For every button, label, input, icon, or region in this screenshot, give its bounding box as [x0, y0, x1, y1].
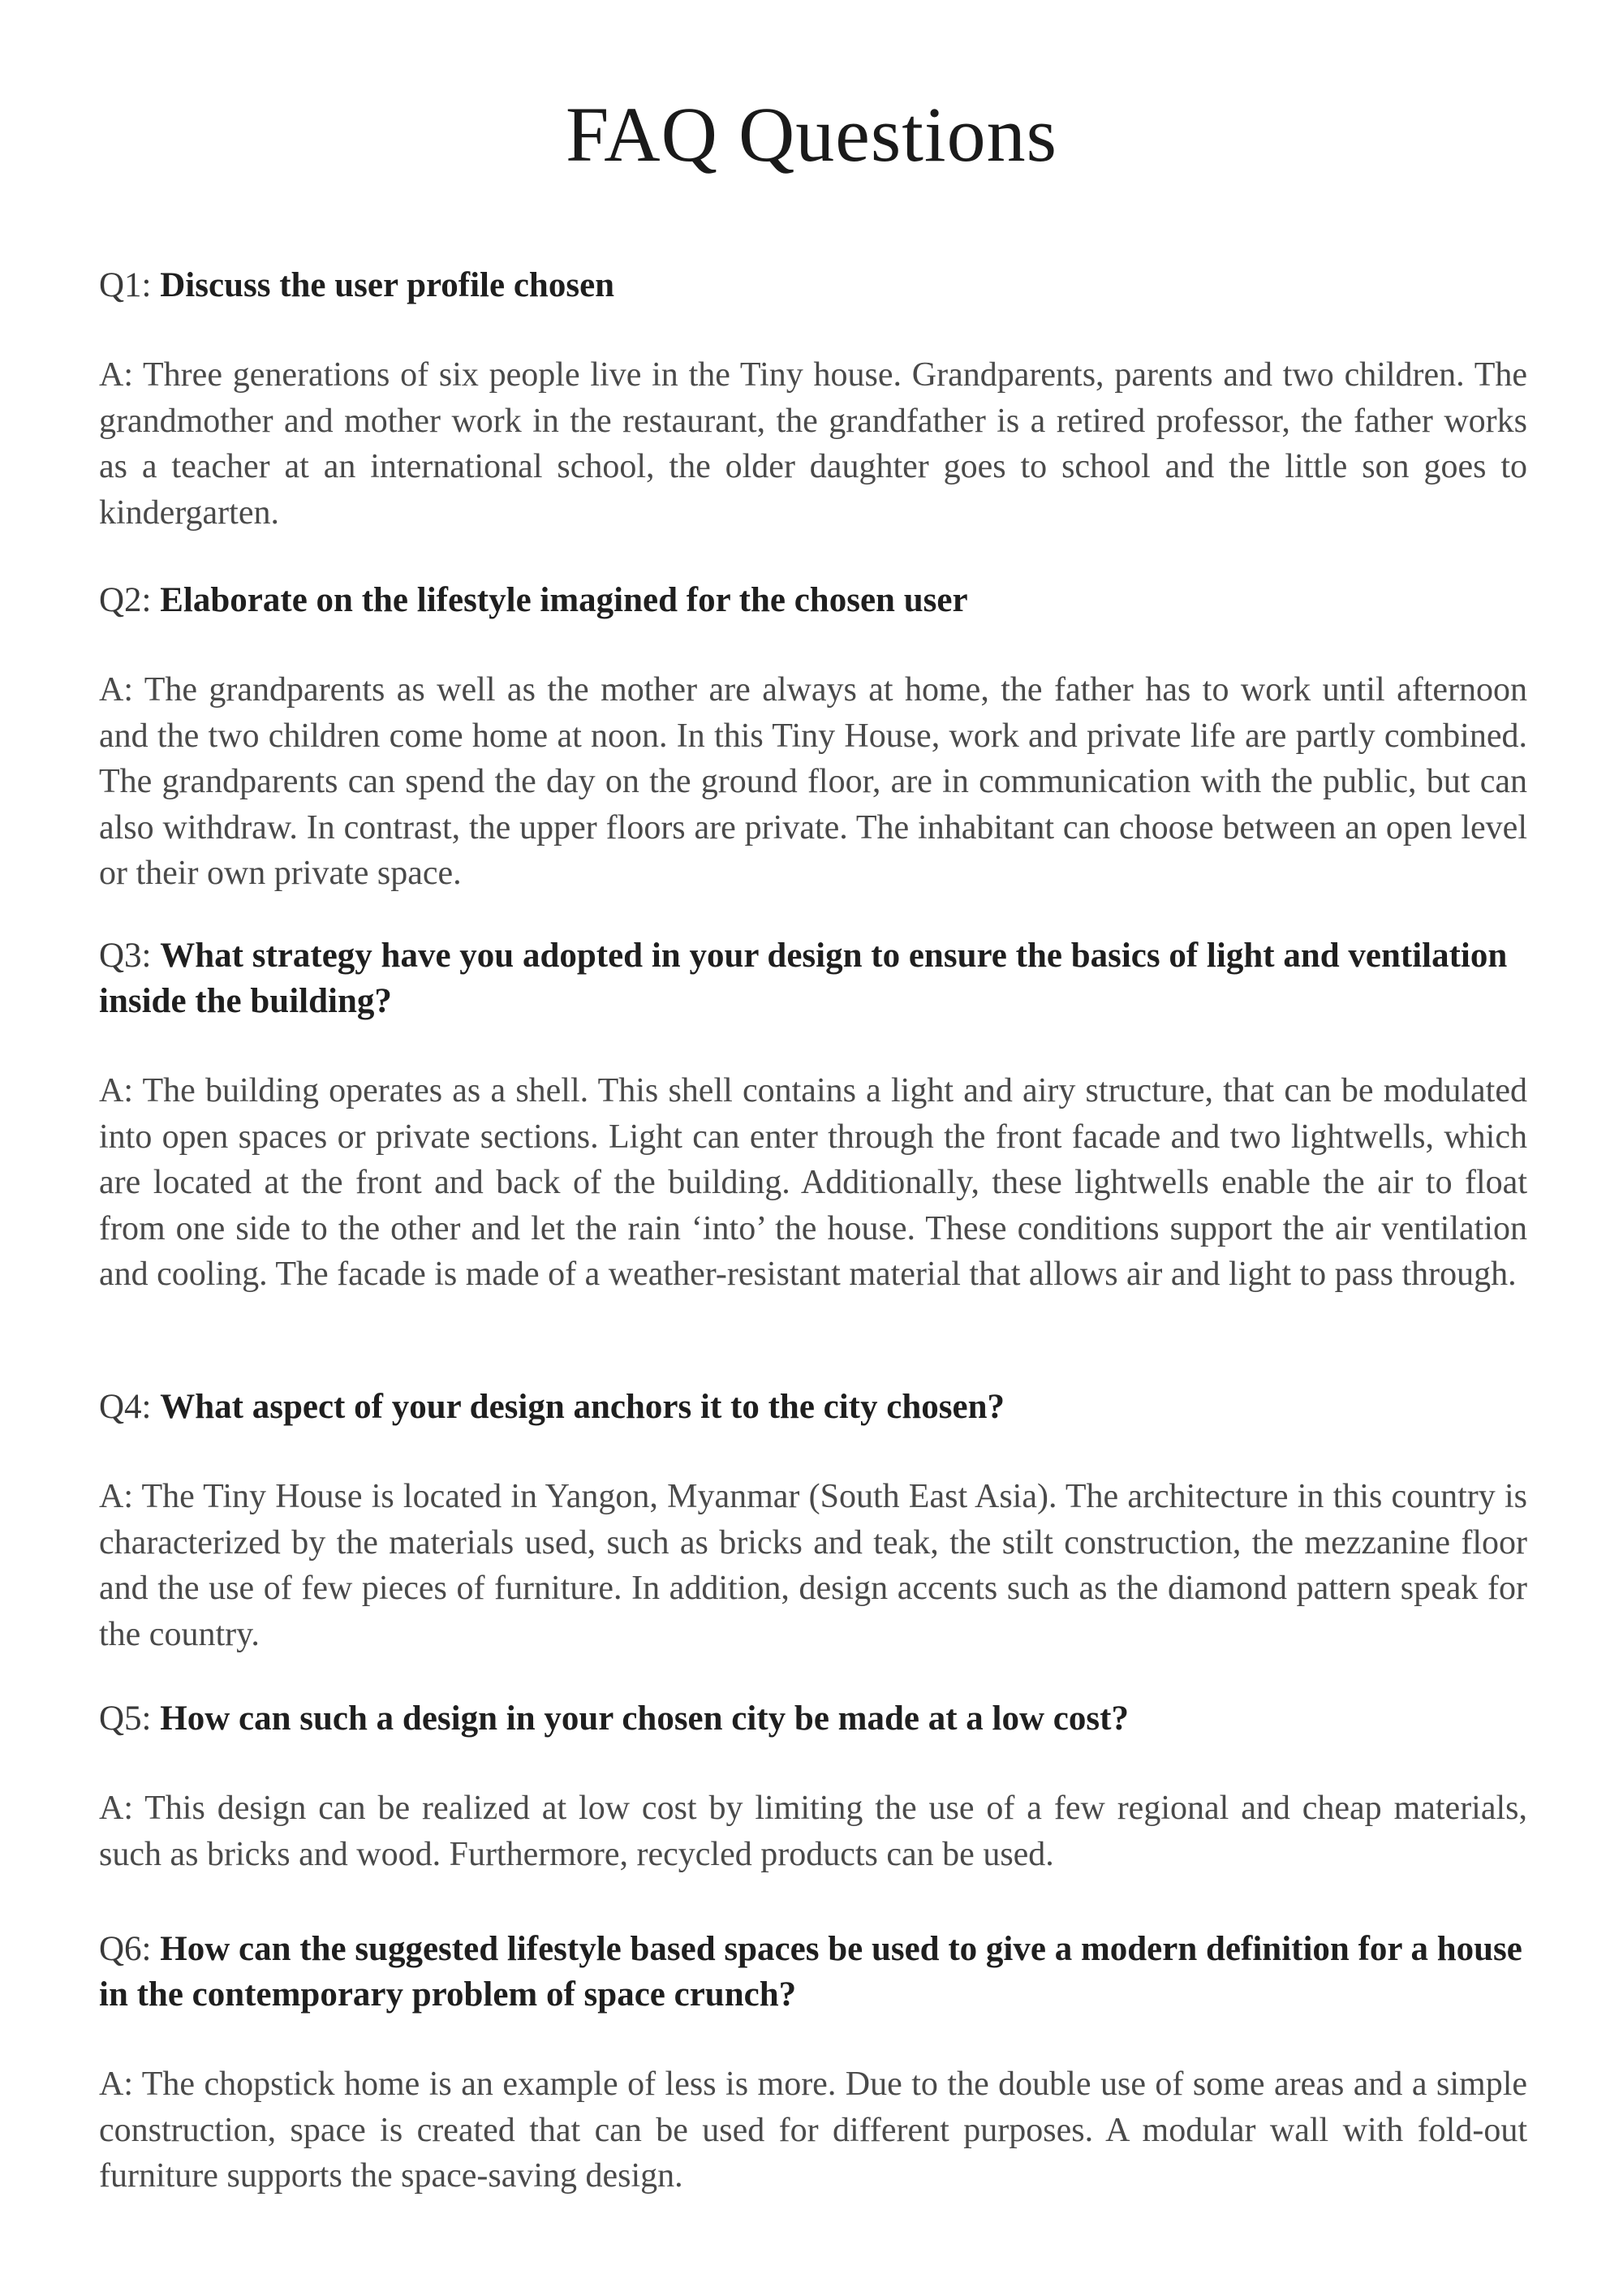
answer-label: A: — [99, 2066, 133, 2103]
question-text: Discuss the user profile chosen — [160, 266, 615, 304]
answer-label: A: — [99, 1790, 133, 1827]
answer — [99, 1474, 1527, 1657]
faq-item-2 — [99, 578, 1527, 897]
question-text: What strategy have you adopted in your design to ensure the basics of light and ventilation inside the building? — [99, 937, 1508, 1020]
question — [99, 263, 1527, 308]
answer — [99, 2061, 1527, 2199]
answer-text: The grandparents as well as the mother are always at home, the father has to work until afternoon and the two children come home at noon. In this Tiny House, work and private life are partly combined. The grandparents can spend the day on the ground floor, are in communication with the public, but can also withdraw. In contrast, the upper floors are private. The inhabitant can choose between an open level or their own private space. — [99, 671, 1527, 892]
answer — [99, 352, 1527, 536]
question-text: Elaborate on the lifestyle imagined for the chosen user — [160, 581, 968, 619]
question-label: Q2: — [99, 581, 152, 619]
answer-text: The building operates as a shell. This shell contains a light and airy structure, that can be modulated into open spaces or private sections. Light can enter through the front facade and two lightwells, which are located at the front and back of the building. Additionally, these lightwells enable the air to float from one side to the other and let the rain ‘into’ the house. These conditions support the air ventilation and cooling. The facade is made of a weather-resistant material that allows air and light to pass through. — [99, 1072, 1527, 1293]
question — [99, 578, 1527, 623]
answer — [99, 667, 1527, 897]
answer-text: Three generations of six people live in the Tiny house. Grandparents, parents and two children. The grandmother and mother work in the restaurant, the grandfather is a retired professor, the father works as a teacher at an international school, the older daughter goes to school and the little son goes to kindergarten. — [99, 356, 1527, 532]
answer — [99, 1786, 1527, 1877]
question-text: How can the suggested lifestyle based spaces be used to give a modern definition for a house in the contemporary problem of space crunch? — [99, 1930, 1522, 2014]
question-label: Q1: — [99, 266, 152, 304]
answer-text: The Tiny House is located in Yangon, Myanmar (South East Asia). The architecture in this country is characterized by the materials used, such as bricks and teak, the stilt construction, the mezzanine floor and the use of few pieces of furniture. In addition, design accents such as the diamond pattern speak for the country. — [99, 1478, 1527, 1653]
question-label: Q5: — [99, 1699, 152, 1738]
question-text: What aspect of your design anchors it to the city chosen? — [160, 1388, 1005, 1426]
faq-item-6 — [99, 1927, 1527, 2199]
answer-label: A: — [99, 1072, 133, 1109]
answer-text: The chopstick home is an example of less is more. Due to the double use of some areas and a simple construction, space is created that can be used for different purposes. A modular wall with fold-out furniture supports the space-saving design. — [99, 2066, 1527, 2195]
question — [99, 1696, 1527, 1742]
answer — [99, 1068, 1527, 1298]
answer-text: This design can be realized at low cost by limiting the use of a few regional and cheap materials, such as bricks and wood. Furthermore, recycled products can be used. — [99, 1790, 1528, 1873]
faq-item-4 — [99, 1385, 1527, 1657]
question-label: Q6: — [99, 1930, 152, 1968]
question — [99, 933, 1527, 1024]
faq-item-3 — [99, 933, 1527, 1298]
answer-label: A: — [99, 356, 133, 394]
answer-label: A: — [99, 1478, 133, 1515]
faq-item-5 — [99, 1696, 1527, 1877]
question-text: How can such a design in your chosen city be made at a low cost? — [160, 1699, 1129, 1738]
question-label: Q4: — [99, 1388, 152, 1426]
question — [99, 1927, 1527, 2018]
question — [99, 1385, 1527, 1430]
answer-label: A: — [99, 671, 133, 709]
page-title: FAQ Questions — [566, 91, 1057, 178]
question-label: Q3: — [99, 937, 152, 975]
faq-item-1 — [99, 263, 1527, 536]
